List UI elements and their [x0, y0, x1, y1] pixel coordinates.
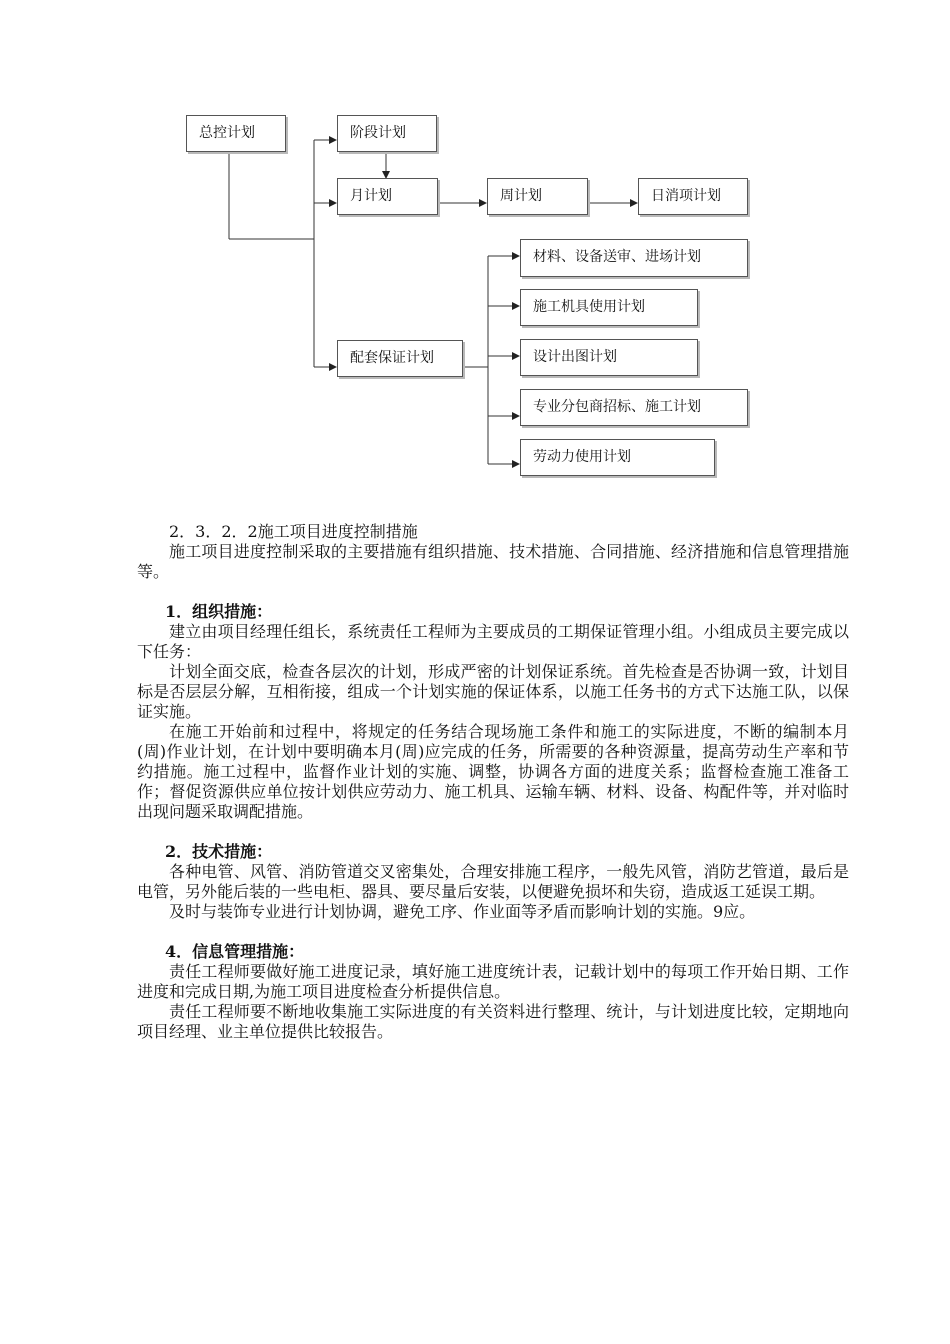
node-sub-item: 材料、设备送审、进场计划: [520, 239, 748, 277]
paragraph: 各种电管、风管、消防管道交叉密集处，合理安排施工程序，一般先风管，消防艺管道，最后是电管，另外能后装的一些电柜、器具、要尽量后安装，以便避免损坏和失窃，造成返工延误工期。: [137, 862, 849, 901]
section-title: 2．3．2．2施工项目进度控制措施: [169, 522, 418, 541]
paragraph: 责任工程师要做好施工进度记录，填好施工进度统计表，记载计划中的每项工作开始日期、工作进度和完成日期,为施工项目进度检查分析提供信息。: [137, 962, 849, 1001]
node-sub-item: 劳动力使用计划: [520, 439, 715, 476]
node-sub-item: 专业分包商招标、施工计划: [520, 389, 748, 426]
heading-organization: 1．组织措施：: [165, 602, 273, 621]
heading-technical: 2．技术措施：: [165, 842, 273, 861]
paragraph: 计划全面交底，检查各层次的计划，形成严密的计划保证系统。首先检查是否协调一致，计划目标是否层层分解，互相衔接，组成一个计划实施的保证体系，以施工任务书的方式下达施工队，以保证实施。: [137, 662, 849, 721]
node-support-plan: 配套保证计划: [337, 340, 463, 377]
paragraph: 在施工开始前和过程中，将规定的任务结合现场施工条件和施工的实际进度，不断的编制本月(周)作业计划，在计划中要明确本月(周)应完成的任务，所需要的各种资源量，提高劳动生产率和节约措施。施工过程中，监督作业计划的实施、调整，协调各方面的进度关系；监督检查施工准备工作；督促资源供应单位按计划供应劳动力、施工机具、运输车辆、材料、设备、构配件等，并对临时出现问题采取调配措施。: [137, 722, 849, 821]
heading-information: 4．信息管理措施：: [165, 942, 305, 961]
node-month-plan: 月计划: [337, 178, 438, 215]
paragraph: 建立由项目经理任组长，系统责任工程师为主要成员的工期保证管理小组。小组成员主要完成以下任务：: [137, 622, 849, 661]
node-total-plan: 总控计划: [186, 115, 286, 152]
node-daily-plan: 日消项计划: [638, 178, 748, 215]
paragraph: 及时与装饰专业进行计划协调，避免工序、作业面等矛盾而影响计划的实施。9应。: [169, 902, 756, 921]
plan-hierarchy-diagram: [0, 0, 950, 500]
node-stage-plan: 阶段计划: [337, 115, 437, 152]
node-sub-item: 施工机具使用计划: [520, 289, 698, 326]
connector-lines: [0, 0, 950, 500]
document-body: [137, 522, 849, 1042]
paragraph: 责任工程师要不断地收集施工实际进度的有关资料进行整理、统计，与计划进度比较，定期地向项目经理、业主单位提供比较报告。: [137, 1002, 849, 1041]
paragraph: 施工项目进度控制采取的主要措施有组织措施、技术措施、合同措施、经济措施和信息管理措施等。: [137, 542, 849, 581]
node-week-plan: 周计划: [487, 178, 588, 215]
node-sub-item: 设计出图计划: [520, 339, 698, 376]
